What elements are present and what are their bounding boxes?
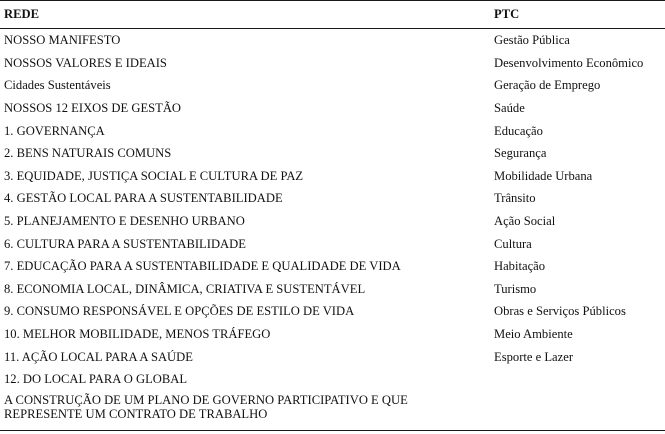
table-row [0,345,665,368]
table-row [0,255,665,278]
cell-rede: 8. ECONOMIA LOCAL, DINÂMICA, CRIATIVA E SUSTENTÁVEL [4,281,366,296]
cell-rede: 2. BENS NATURAIS COMUNS [4,146,172,161]
table-row [0,142,665,165]
cell-ptc: Educação [494,123,543,138]
cell-rede: NOSSOS 12 EIXOS DE GESTÃO [4,101,182,116]
cell-ptc: Obras e Serviços Públicos [494,304,626,319]
cell-rede: 10. MELHOR MOBILIDADE, MENOS TRÁFEGO [4,327,271,342]
table-row [0,187,665,210]
table-row [0,74,665,97]
cell-rede: 9. CONSUMO RESPONSÁVEL E OPÇÕES DE ESTILO DE VIDA [4,304,355,319]
cell-rede: 5. PLANEJAMENTO E DESENHO URBANO [4,214,245,229]
cell-rede: 4. GESTÃO LOCAL PARA A SUSTENTABILIDADE [4,191,283,206]
cell-ptc: Segurança [494,146,547,161]
table-row [0,368,665,391]
table-row [0,278,665,301]
cell-ptc: Turismo [494,281,537,296]
table-row [0,52,665,75]
cell-rede: 7. EDUCAÇÃO PARA A SUSTENTABILIDADE E QUALIDADE DE VIDA [4,259,401,274]
cell-rede: 1. GOVERNANÇA [4,123,105,138]
cell-ptc: Esporte e Lazer [494,349,574,364]
cell-ptc: Saúde [494,101,525,116]
cell-rede: 12. DO LOCAL PARA O GLOBAL [4,372,188,387]
table-row [0,97,665,120]
cell-ptc: Meio Ambiente [494,327,573,342]
cell-rede: A CONSTRUÇÃO DE UM PLANO DE GOVERNO PARTICIPATIVO E QUE REPRESENTE UM CONTRATO DE TRABALHO [0,391,494,431]
table-row [0,119,665,142]
cell-ptc: Desenvolvimento Econômico [494,55,644,70]
cell-ptc: Habitação [494,259,546,274]
table-row [0,29,665,52]
cell-rede: Cidades Sustentáveis [4,78,111,93]
cell-rede: NOSSO MANIFESTO [4,33,121,48]
cell-ptc: Gestão Pública [494,33,570,48]
cell-ptc: Cultura [494,236,532,251]
table-header [0,1,665,29]
column-header-ptc: PTC [494,1,665,29]
cell-ptc: Ação Social [494,214,556,229]
cell-rede: NOSSOS VALORES E IDEAIS [4,55,167,70]
cell-rede: 3. EQUIDADE, JUSTIÇA SOCIAL E CULTURA DE PAZ [4,168,304,183]
cell-ptc: Geração de Emprego [494,78,601,93]
table-row [0,165,665,188]
table-body [0,29,665,431]
table-row [0,232,665,255]
table-row [0,300,665,323]
cell-ptc [494,391,665,431]
cell-rede: 11. AÇÃO LOCAL PARA A SAÚDE [4,349,193,364]
table-row [0,210,665,233]
header-row [0,1,665,29]
cell-ptc [494,368,665,391]
cell-ptc: Trânsito [494,191,536,206]
cell-ptc: Mobilidade Urbana [494,168,593,183]
table-row [0,391,665,431]
cell-rede: 6. CULTURA PARA A SUSTENTABILIDADE [4,236,246,251]
column-header-rede: REDE [0,1,494,29]
table-row [0,323,665,346]
